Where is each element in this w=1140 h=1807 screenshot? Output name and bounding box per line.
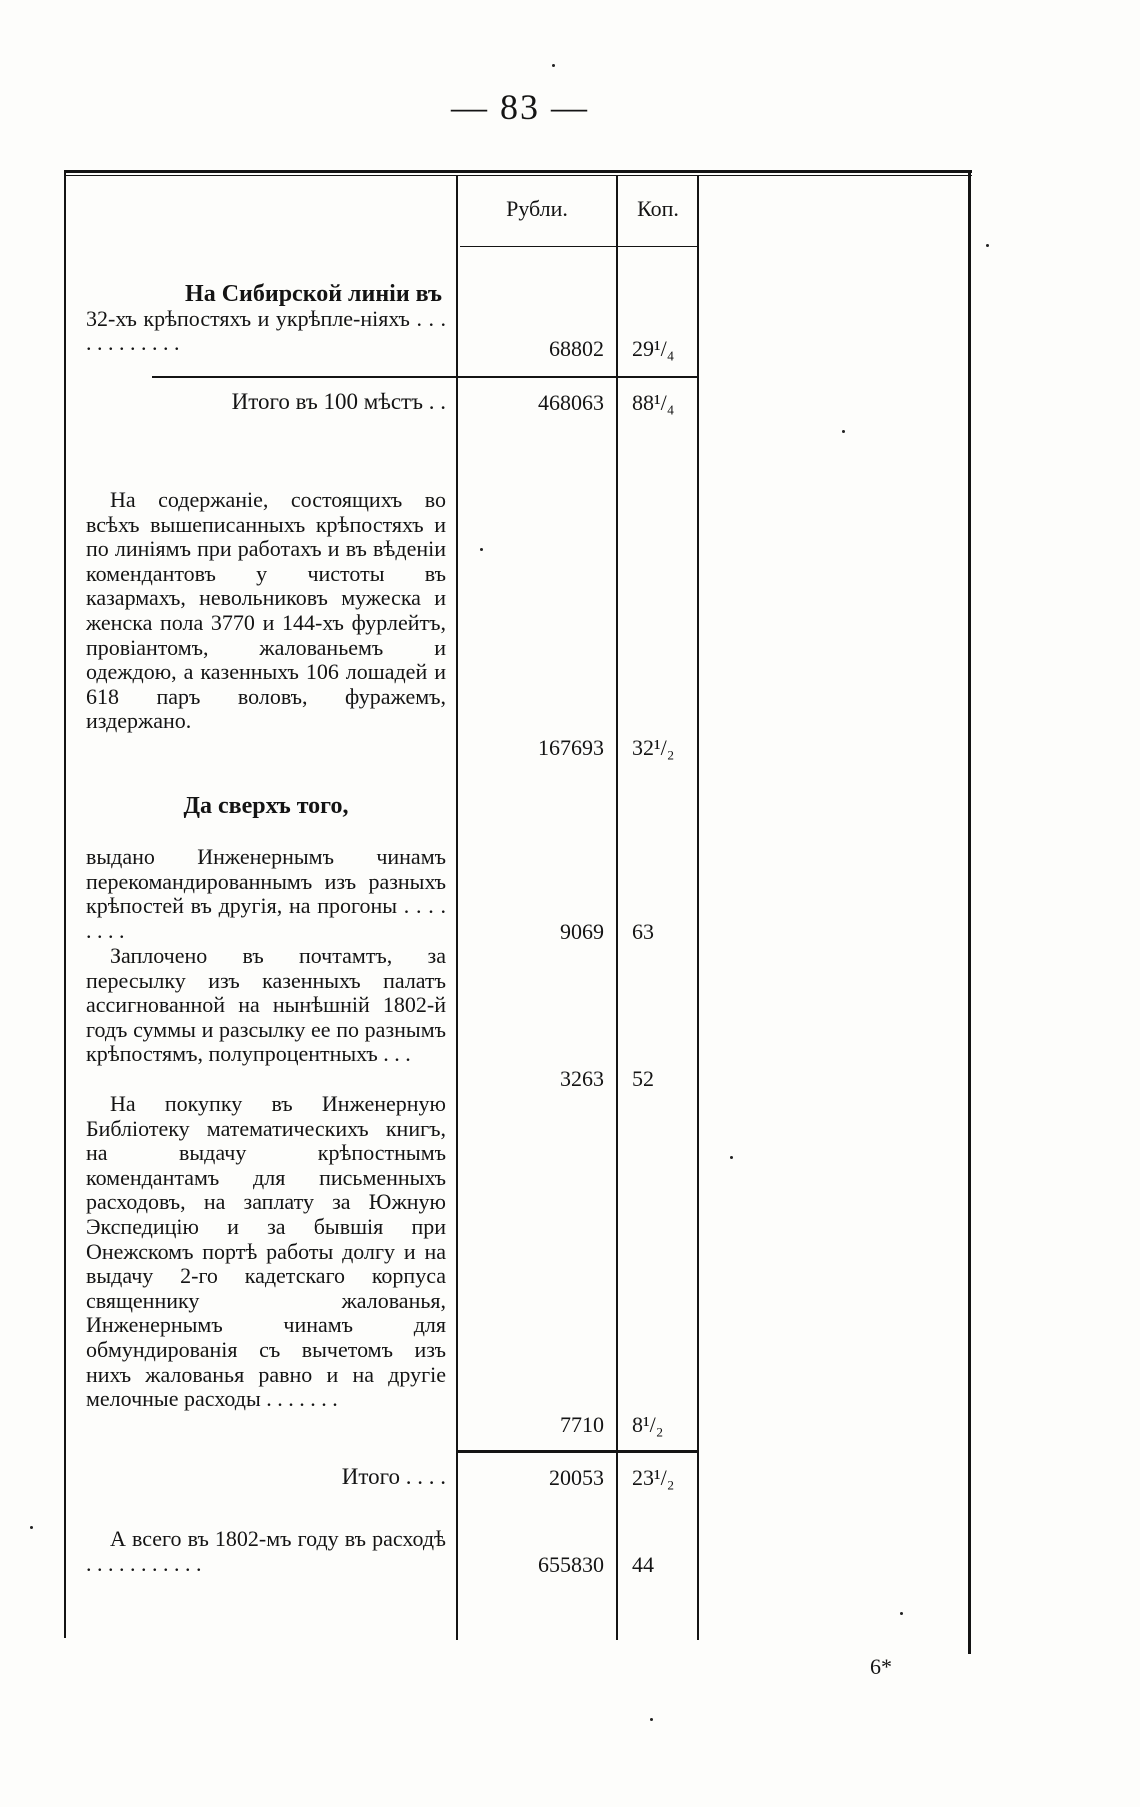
item-1-text: выдано Инженернымъ чинамъ перекомандированнымъ изъ разныхъ крѣпостей въ другія, на прогоны . . . . . . . .	[86, 844, 446, 943]
print-speck	[650, 1718, 653, 1721]
siberian-entry	[86, 282, 446, 356]
total-100-kopecks: 88¹/₄	[632, 390, 675, 415]
grand-total-kopecks: 44	[632, 1552, 654, 1577]
siberian-title: На Сибирской линіи въ	[185, 281, 442, 307]
maintenance-rubles: 167693	[538, 735, 604, 760]
subtotal-rubles: 20053	[549, 1465, 604, 1490]
print-speck	[552, 64, 555, 67]
siberian-rubles: 68802	[549, 336, 604, 361]
header-rule	[460, 246, 698, 247]
item-3-kopecks: 8¹/₂	[632, 1412, 664, 1437]
column-divider-kopecks	[616, 176, 618, 1640]
item-1-rubles: 9069	[560, 919, 604, 944]
siberian-text: 32-хъ крѣпостяхъ и укрѣпле-ніяхъ . . . . . . . . . . . .	[86, 305, 446, 356]
siberian-kopecks: 29¹/₄	[632, 336, 675, 361]
item-3-text	[86, 1092, 446, 1412]
column-divider-rubles	[456, 176, 458, 1640]
print-speck	[986, 244, 989, 247]
beyond-heading: Да сверхъ того,	[183, 793, 349, 819]
subtotal-kopecks: 23¹/₂	[632, 1465, 675, 1490]
table-left-border	[64, 170, 66, 1638]
subtotal-label: Итого . . . .	[341, 1464, 446, 1489]
maintenance-body: На содержаніе, состоящихъ во всѣхъ вышеписанныхъ крѣпостяхъ и по линіямъ при работахъ и въ вѣденіи комендантовъ у чистоты въ казармахъ, невольниковъ мужеска и женска пола 3770 и 144-хъ фурлейтъ, провіантомъ, жалованьемъ и одеждою, а казенныхъ 106 лошадей и 618 паръ воловъ, фуражемъ, издержано.	[86, 487, 446, 734]
item-3-rubles: 7710	[560, 1412, 604, 1437]
grand-total-text	[86, 1527, 446, 1576]
grand-total-body: А всего въ 1802-мъ году въ расходѣ . . . . . . . . . . .	[86, 1526, 446, 1576]
item-2-body: Заплочено въ почтамтъ, за пересылку изъ казенныхъ палатъ ассигнованной на нынѣшній 1802-й годъ суммы и разсылку ее по разнымъ крѣпостямъ, полупроцентныхъ . . .	[86, 943, 446, 1067]
maintenance-text	[86, 488, 446, 734]
item-1-kopecks: 63	[632, 919, 654, 944]
table-top-rule	[64, 170, 972, 173]
item-2-rubles: 3263	[560, 1066, 604, 1091]
print-speck	[30, 1526, 33, 1529]
total-rule-1	[152, 376, 697, 378]
total-rule-2	[458, 1450, 697, 1453]
print-speck	[480, 548, 483, 551]
print-speck	[842, 430, 845, 433]
page-number: — 83 —	[451, 87, 589, 127]
table-right-border	[968, 170, 971, 1654]
table-top-rule-inner	[64, 175, 972, 176]
grand-total-rubles: 655830	[538, 1552, 604, 1577]
maintenance-kopecks: 32¹/₂	[632, 735, 675, 760]
item-2-text	[86, 944, 446, 1067]
signature-mark: 6*	[870, 1654, 892, 1679]
total-100-label: Итого въ 100 мѣстъ . .	[231, 389, 446, 414]
print-speck	[900, 1612, 903, 1615]
print-speck	[730, 1156, 733, 1159]
header-rubles: Рубли.	[506, 196, 568, 221]
header-kopecks: Коп.	[637, 196, 679, 221]
total-100-rubles: 468063	[538, 390, 604, 415]
item-2-kopecks: 52	[632, 1066, 654, 1091]
item-3-body: На покупку въ Инженерную Библіотеку математическихъ книгъ, на выдачу крѣпостнымъ комендантамъ для письменныхъ расходовъ, на заплату за Южную Экспедицію и за бывшія при Онежскомъ портѣ работы долгу и на выдачу 2-го кадетскаго корпуса священнику жалованья, Инженернымъ чинамъ для обмундированія съ вычетомъ изъ нихъ жалованья равно и на другіе мелочные расходы . . . . . . .	[86, 1091, 446, 1412]
